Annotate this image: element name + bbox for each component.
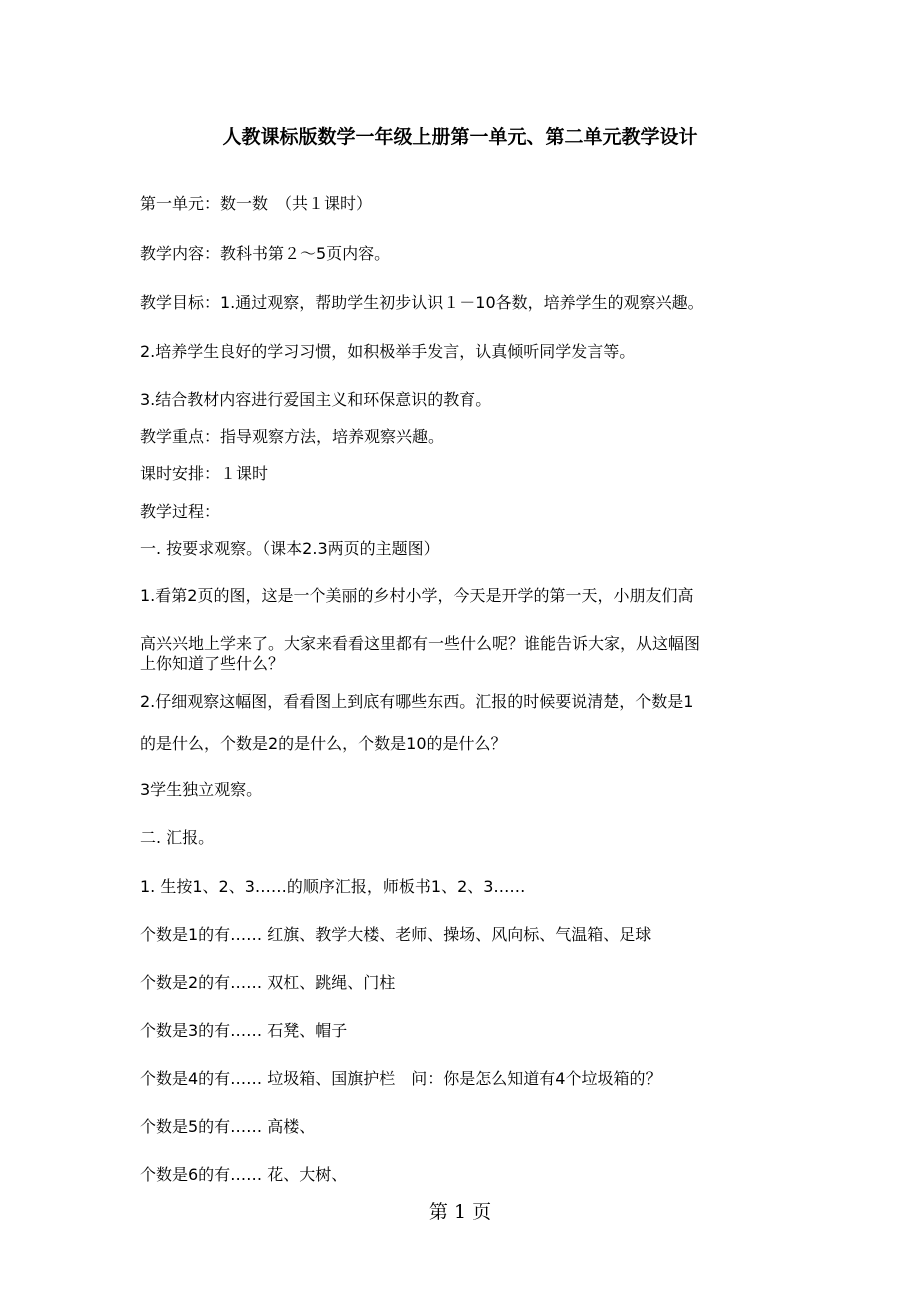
teaching-goal-3: 3.结合教材内容进行爱国主义和环保意识的教育。 bbox=[140, 390, 492, 409]
paragraph-line: 3学生独立观察。 bbox=[140, 780, 263, 799]
count-line-4: 个数是4的有…… 垃圾箱、国旗护栏 问：你是怎么知道有4个垃圾箱的？ bbox=[140, 1069, 662, 1088]
paragraph-line: 1. 生按1、2、3……的顺序汇报，师板书1、2、3…… bbox=[140, 877, 526, 896]
teaching-process-heading: 教学过程： bbox=[140, 502, 221, 521]
document-title: 人教课标版数学一年级上册第一单元、第二单元教学设计 bbox=[222, 126, 698, 148]
section-two-heading: 二. 汇报。 bbox=[140, 828, 215, 847]
section-one-heading: 一. 按要求观察。（课本2.3两页的主题图） bbox=[140, 539, 440, 558]
count-line-3: 个数是3的有…… 石凳、帽子 bbox=[140, 1021, 348, 1040]
count-line-6: 个数是6的有…… 花、大树、 bbox=[140, 1165, 348, 1184]
unit-heading: 第一单元：数一数 （共１课时） bbox=[140, 194, 373, 213]
count-line-2: 个数是2的有…… 双杠、跳绳、门柱 bbox=[140, 973, 396, 992]
paragraph-line: 的是什么，个数是2的是什么，个数是10的是什么？ bbox=[140, 734, 507, 753]
teaching-content: 教学内容：教科书第２～5页内容。 bbox=[140, 244, 391, 263]
paragraph-line: 上你知道了些什么？ bbox=[140, 654, 285, 673]
class-hours: 课时安排：１课时 bbox=[140, 464, 269, 483]
count-line-5: 个数是5的有…… 高楼、 bbox=[140, 1117, 316, 1136]
page-number: 第 1 页 bbox=[428, 1201, 492, 1223]
teaching-focus: 教学重点：指导观察方法，培养观察兴趣。 bbox=[140, 427, 445, 446]
teaching-goal-1: 教学目标：1.通过观察，帮助学生初步认识１－10各数，培养学生的观察兴趣。 bbox=[140, 293, 704, 312]
paragraph-line: 1.看第2页的图，这是一个美丽的乡村小学，今天是开学的第一天，小朋友们高 bbox=[140, 586, 694, 605]
teaching-goal-2: 2.培养学生良好的学习习惯，如积极举手发言，认真倾听同学发言等。 bbox=[140, 342, 636, 361]
count-line-1: 个数是1的有…… 红旗、教学大楼、老师、操场、风向标、气温箱、足球 bbox=[140, 925, 652, 944]
paragraph-line: 高兴兴地上学来了。大家来看看这里都有一些什么呢？谁能告诉大家，从这幅图 bbox=[140, 634, 701, 653]
paragraph-line: 2.仔细观察这幅图，看看图上到底有哪些东西。汇报的时候要说清楚，个数是1 bbox=[140, 692, 694, 711]
